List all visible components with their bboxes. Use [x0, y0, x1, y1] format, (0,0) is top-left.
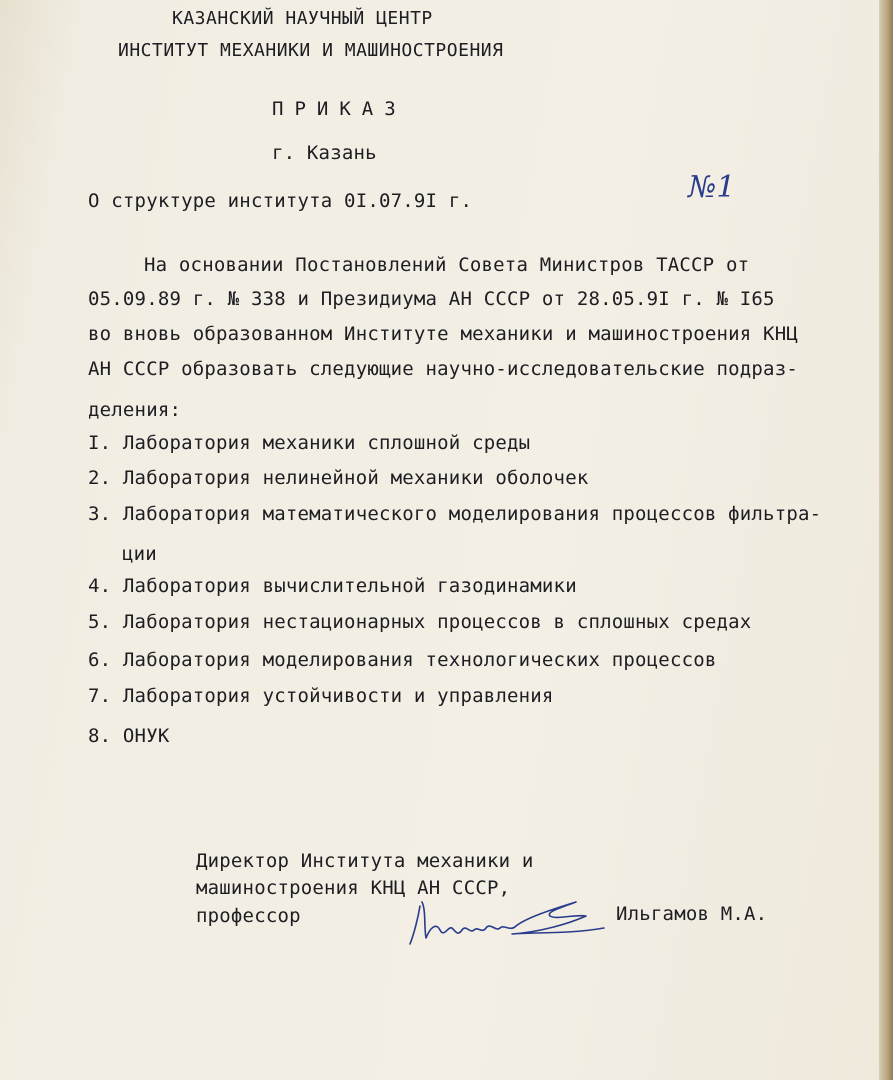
- lab-item: 4. Лаборатория вычислительной газодинамики: [88, 575, 577, 597]
- body-line: деления:: [88, 399, 182, 421]
- order-city: г. Казань: [272, 142, 377, 164]
- lab-item: 7. Лаборатория устойчивости и управления: [88, 685, 554, 707]
- lab-item: I. Лаборатория механики сплошной среды: [88, 432, 531, 454]
- body-line: АН СССР образовать следующие научно-исследовательские подраз-: [88, 358, 798, 380]
- lab-item: 8. ОНУК: [88, 725, 170, 747]
- page-edge: [879, 0, 893, 1080]
- body-line: 05.09.89 г. № 338 и Президиума АН СССР от 28.05.9I г. № I65: [88, 288, 775, 310]
- handwritten-signature: [400, 888, 610, 952]
- body-line: во вновь образованном Институте механики и машиностроения КНЦ: [88, 323, 798, 345]
- lab-item: 6. Лаборатория моделирования технологических процессов: [88, 649, 717, 671]
- signatory-title-line3: профессор: [196, 905, 301, 927]
- body-line: На основании Постановлений Совета Министров ТАССР от: [144, 254, 750, 276]
- order-subject: О структуре института 0I.07.9I г.: [88, 190, 473, 212]
- institute-name: ИНСТИТУТ МЕХАНИКИ И МАШИНОСТРОЕНИЯ: [118, 40, 504, 61]
- signatory-name: Ильгамов М.А.: [616, 903, 768, 925]
- signatory-title-line1: Директор Института механики и: [196, 850, 534, 872]
- org-name: КАЗАНСКИЙ НАУЧНЫЙ ЦЕНТР: [172, 8, 433, 29]
- order-title: ПРИКАЗ: [272, 98, 407, 120]
- lab-item: 5. Лаборатория нестационарных процессов в сплошных средах: [88, 611, 752, 633]
- signatory-title-line2: машиностроения КНЦ АН СССР,: [196, 877, 511, 899]
- lab-item: 2. Лаборатория нелинейной механики оболочек: [88, 467, 589, 489]
- lab-item: ции: [122, 543, 157, 565]
- lab-item: 3. Лаборатория математического моделирования процессов фильтра-: [88, 503, 822, 525]
- order-number-handwritten: №1: [688, 170, 736, 205]
